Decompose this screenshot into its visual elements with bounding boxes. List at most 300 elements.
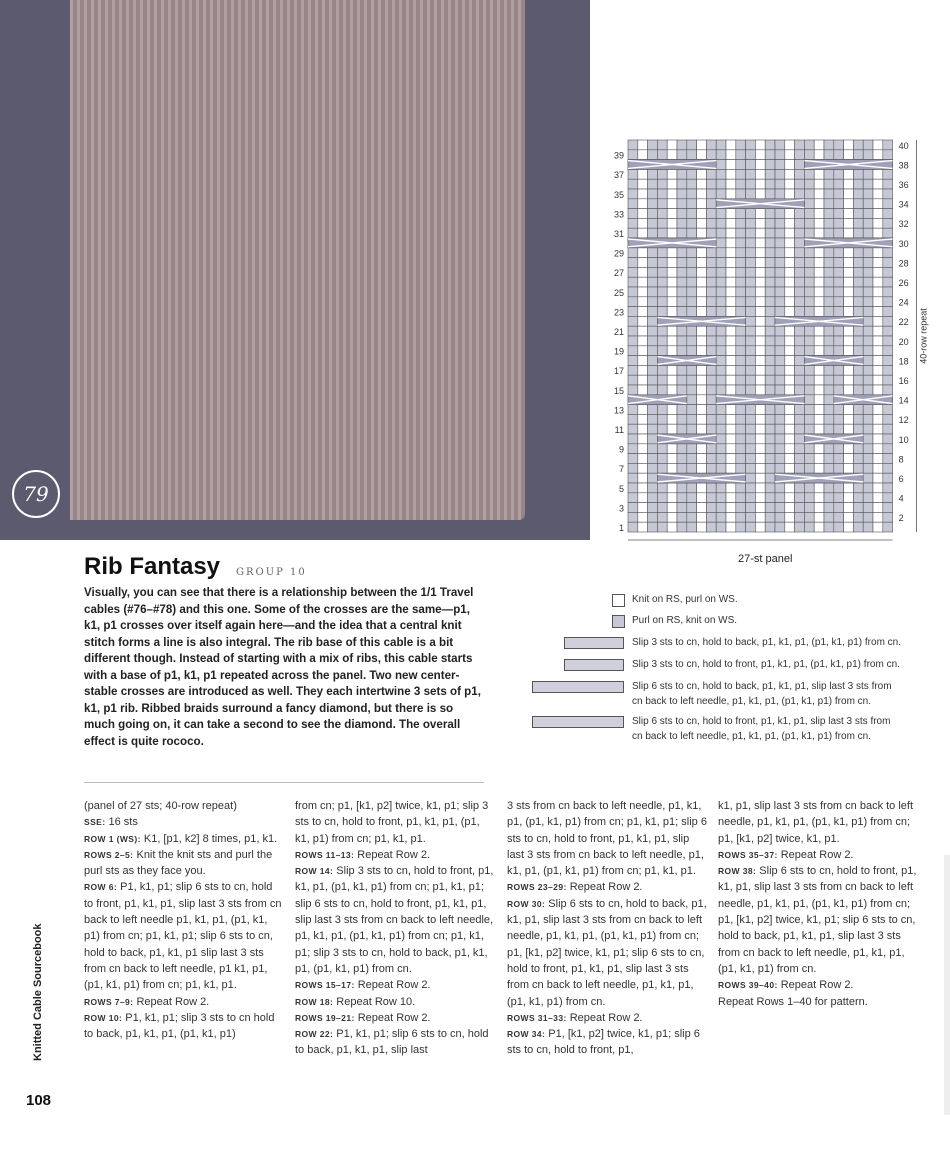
chart-cell [824, 336, 834, 346]
row-number: 7 [618, 464, 624, 475]
chart-cell [657, 336, 667, 346]
chart-cell [648, 316, 658, 326]
chart-cell [726, 218, 736, 228]
chart-cell [873, 267, 883, 277]
chart-cell [687, 248, 697, 258]
row-number: 33 [613, 209, 624, 220]
row-label: ROWS 39–40: [718, 980, 778, 991]
chart-cell [638, 267, 648, 277]
chart-cell [824, 140, 834, 150]
chart-cell [853, 248, 863, 258]
row-number: 9 [618, 444, 624, 455]
chart-cell [824, 395, 834, 405]
chart-cell [775, 365, 785, 375]
chart-cell [648, 297, 658, 307]
chart-cell [697, 326, 707, 336]
chart-cell [795, 287, 805, 297]
chart-cell [785, 248, 795, 258]
chart-cell [844, 140, 854, 150]
chart-cell [716, 307, 726, 317]
chart-cell [853, 483, 863, 493]
chart-cell [697, 512, 707, 522]
chart-cell [638, 503, 648, 513]
row-label: ROWS 35–37: [718, 849, 778, 860]
chart-cell [736, 307, 746, 317]
row-text: 16 sts [105, 816, 138, 829]
chart-cell [765, 346, 775, 356]
chart-cell [814, 395, 824, 405]
chart-cell [804, 424, 814, 434]
chart-cell [736, 522, 746, 532]
chart-cell [873, 444, 883, 454]
chart-cell [736, 209, 746, 219]
chart-cell [804, 179, 814, 189]
chart-cell [746, 336, 756, 346]
chart-cell [677, 522, 687, 532]
chart-cell [775, 483, 785, 493]
chart-cell [726, 454, 736, 464]
chart-cell [795, 267, 805, 277]
row-number: 25 [613, 287, 624, 298]
chart-cell [726, 307, 736, 317]
chart-cell [716, 160, 726, 170]
chart-cell [765, 356, 775, 366]
chart-cell [765, 277, 775, 287]
chart-cell [716, 493, 726, 503]
chart-cell [883, 444, 893, 454]
chart-cell [844, 189, 854, 199]
row-number: 29 [613, 248, 624, 259]
chart-cell [677, 140, 687, 150]
chart-cell [648, 356, 658, 366]
chart-cell [863, 209, 873, 219]
instruction-line [84, 798, 284, 814]
chart-cell [638, 483, 648, 493]
chart-cell [638, 169, 648, 179]
chart-cell [648, 365, 658, 375]
chart-cell [755, 277, 765, 287]
chart-cell [804, 189, 814, 199]
chart-cell [657, 169, 667, 179]
chart-cell [716, 444, 726, 454]
chart-cell [657, 150, 667, 160]
chart-cell [883, 463, 893, 473]
chart-cell [853, 375, 863, 385]
chart-cell [824, 189, 834, 199]
chart-cell [687, 444, 697, 454]
chart-cell [697, 454, 707, 464]
chart-cell [814, 297, 824, 307]
row-label: ROW 14: [295, 866, 334, 877]
chart-cell [755, 356, 765, 366]
chart-cell [628, 483, 638, 493]
chart-cell [677, 307, 687, 317]
chart-cell [697, 297, 707, 307]
chart-cell [824, 179, 834, 189]
chart-cell [726, 365, 736, 375]
chart-cell [697, 346, 707, 356]
chart-cell [706, 277, 716, 287]
chart-cell [667, 209, 677, 219]
chart-cell [844, 493, 854, 503]
chart-cell [706, 493, 716, 503]
chart-cell [863, 150, 873, 160]
chart-cell [736, 228, 746, 238]
chart-cell [726, 385, 736, 395]
chart-cell [687, 424, 697, 434]
pattern-title: Rib Fantasy [84, 553, 221, 580]
chart-cell [657, 218, 667, 228]
chart-cell [736, 493, 746, 503]
instruction-line [507, 798, 707, 879]
chart-cell [648, 248, 658, 258]
chart-cell [628, 267, 638, 277]
row-text: k1, p1, slip last 3 sts from cn back to left needle, p1, k1, p1, (p1, k1, p1) from cn; p1, [k1, p2] twice, k1, p1. [718, 800, 914, 845]
chart-cell [804, 140, 814, 150]
chart-cell [814, 258, 824, 268]
chart-cell [824, 522, 834, 532]
chart-cell [814, 326, 824, 336]
chart-cell [628, 493, 638, 503]
chart-cell [765, 258, 775, 268]
chart-cell [716, 179, 726, 189]
instruction-line [295, 847, 495, 863]
chart-cell [834, 405, 844, 415]
chart-cell [785, 483, 795, 493]
chart-cell [697, 444, 707, 454]
chart-cell [795, 405, 805, 415]
chart-cell [736, 258, 746, 268]
chart-cell [648, 307, 658, 317]
chart-cell [726, 444, 736, 454]
chart-cell [775, 434, 785, 444]
chart-cell [824, 267, 834, 277]
chart-cell [785, 307, 795, 317]
chart-cell [648, 228, 658, 238]
chart-cell [853, 463, 863, 473]
instruction-line [507, 896, 707, 1010]
chart-cell [795, 209, 805, 219]
chart-cell [657, 140, 667, 150]
chart-cell [716, 503, 726, 513]
chart-cell [853, 454, 863, 464]
chart-cell [677, 493, 687, 503]
chart-cell [697, 150, 707, 160]
chart-cell [677, 444, 687, 454]
chart-cell [844, 267, 854, 277]
chart-cell [755, 140, 765, 150]
chart-cell [804, 444, 814, 454]
chart-cell [736, 483, 746, 493]
chart-cell [726, 483, 736, 493]
chart-cell [873, 346, 883, 356]
chart-cell [795, 512, 805, 522]
chart-cell [638, 405, 648, 415]
chart-cell [765, 424, 775, 434]
chart-cell [746, 150, 756, 160]
chart-cell [726, 228, 736, 238]
chart-cell [648, 522, 658, 532]
chart-cell [736, 169, 746, 179]
chart-cell [775, 179, 785, 189]
chart-cell [795, 375, 805, 385]
chart-cell [726, 179, 736, 189]
chart-cell [814, 454, 824, 464]
chart-cell [755, 258, 765, 268]
chart-cell [677, 297, 687, 307]
chart-cell [883, 434, 893, 444]
chart-cell [736, 150, 746, 160]
chart-cell [785, 493, 795, 503]
chart-cell [697, 287, 707, 297]
chart-cell [716, 346, 726, 356]
chart-cell [795, 336, 805, 346]
chart-cell [814, 199, 824, 209]
chart-cell [844, 277, 854, 287]
chart-cell [804, 297, 814, 307]
cable-6-back-symbol [532, 681, 624, 693]
chart-cell [804, 258, 814, 268]
chart-cell [824, 463, 834, 473]
chart-cell [755, 522, 765, 532]
chart-cell [746, 356, 756, 366]
instructions-column-4 [718, 798, 918, 1010]
chart-cell [883, 267, 893, 277]
chart-cell [863, 483, 873, 493]
chart-cell [657, 522, 667, 532]
chart-cell [648, 140, 658, 150]
chart-cell [706, 503, 716, 513]
chart-cell [677, 150, 687, 160]
chart-cell [863, 189, 873, 199]
chart-cell [795, 150, 805, 160]
chart-cell [726, 287, 736, 297]
chart-cell [687, 258, 697, 268]
chart-cell [628, 199, 638, 209]
row-number: 37 [613, 170, 624, 181]
chart-cell [834, 424, 844, 434]
chart-cell [785, 375, 795, 385]
chart-cell [844, 346, 854, 356]
chart-cell [648, 385, 658, 395]
row-number: 13 [613, 405, 624, 416]
chart-cell [687, 375, 697, 385]
chart-cell [873, 473, 883, 483]
chart-cell [736, 297, 746, 307]
chart-cell [628, 336, 638, 346]
chart-cell [775, 277, 785, 287]
chart-cell [834, 463, 844, 473]
chart-cell [853, 150, 863, 160]
chart-cell [755, 150, 765, 160]
chart-cell [755, 336, 765, 346]
chart-cell [824, 258, 834, 268]
chart-cell [687, 522, 697, 532]
chart-cell [853, 503, 863, 513]
chart-cell [628, 140, 638, 150]
chart-cell [736, 179, 746, 189]
chart-cell [863, 512, 873, 522]
instruction-line [507, 1026, 707, 1059]
row-number: 4 [898, 493, 904, 504]
chart-cell [814, 375, 824, 385]
chart-cell [677, 228, 687, 238]
chart-cell [736, 267, 746, 277]
chart-cell [775, 307, 785, 317]
chart-cell [726, 522, 736, 532]
chart-cell [765, 169, 775, 179]
chart-cell [677, 199, 687, 209]
chart-cell [755, 248, 765, 258]
chart-cell [677, 483, 687, 493]
row-text: Slip 6 sts to cn, hold to back, p1, k1, p1, slip last 3 sts from cn back to left needle, p1, k1, p1, (p1, k1, p1) from cn; p1, [k1, p2] twice, k1, p1; slip 6 sts to cn, hold to front, p1, k1, p1, slip last 3 sts from cn back to left needle, p1, k1, p1, (p1, k1, p1) from cn. [507, 897, 707, 1008]
row-number: 35 [613, 189, 624, 200]
row-number: 40 [898, 140, 909, 151]
chart-cell [873, 150, 883, 160]
chart-cell [775, 238, 785, 248]
chart-cell [648, 150, 658, 160]
row-number: 22 [898, 317, 909, 328]
row-number: 16 [898, 376, 909, 386]
chart-cell [667, 326, 677, 336]
chart-cell [697, 522, 707, 532]
chart-cell [648, 512, 658, 522]
chart-cell [746, 454, 756, 464]
chart-cell [765, 434, 775, 444]
chart-cell [657, 258, 667, 268]
chart-cell [804, 405, 814, 415]
chart-cell [863, 356, 873, 366]
chart-cell [765, 209, 775, 219]
chart-cell [765, 483, 775, 493]
chart-cell [736, 346, 746, 356]
cable-3-front-symbol [564, 659, 624, 671]
chart-cell [804, 454, 814, 464]
chart-cell [706, 267, 716, 277]
chart-cell [795, 218, 805, 228]
row-number: 28 [898, 258, 909, 269]
chart-cell [638, 150, 648, 160]
chart-cell [726, 503, 736, 513]
chart-cell [667, 169, 677, 179]
chart-cell [736, 356, 746, 366]
row-label: ROWS 2–5: [84, 849, 134, 860]
instructions-column-3 [507, 798, 707, 1059]
chart-cell [667, 405, 677, 415]
chart-cell [873, 218, 883, 228]
chart-cell [716, 463, 726, 473]
chart-cell [883, 414, 893, 424]
chart-cell [628, 365, 638, 375]
chart-cell [824, 503, 834, 513]
row-number: 34 [898, 199, 909, 210]
chart-cell [657, 444, 667, 454]
chart-cell [638, 140, 648, 150]
chart-cell [883, 483, 893, 493]
chart-cell [677, 512, 687, 522]
chart-cell [638, 356, 648, 366]
chart-cell [657, 277, 667, 287]
chart-cell [844, 512, 854, 522]
chart-cell [863, 169, 873, 179]
chart-cell [775, 454, 785, 464]
chart-cell [863, 463, 873, 473]
chart-cell [716, 405, 726, 415]
chart-cell [677, 346, 687, 356]
chart-cell [706, 424, 716, 434]
chart-cell [706, 287, 716, 297]
chart-cell [706, 463, 716, 473]
chart-cell [648, 267, 658, 277]
chart-cell [667, 483, 677, 493]
instruction-line [84, 847, 284, 880]
chart-cell [765, 444, 775, 454]
chart-cell [834, 414, 844, 424]
row-number: 32 [898, 219, 909, 230]
chart-cell [657, 179, 667, 189]
chart-cell [804, 463, 814, 473]
chart-cell [697, 248, 707, 258]
chart-cell [648, 405, 658, 415]
chart-cell [804, 218, 814, 228]
row-text: Repeat Row 2. [354, 979, 431, 992]
chart-cell [785, 209, 795, 219]
instruction-line [295, 994, 495, 1010]
row-text: Repeat Row 2. [133, 995, 210, 1008]
chart-cell [687, 483, 697, 493]
chart-cell [638, 336, 648, 346]
chart-cell [706, 199, 716, 209]
row-text: (panel of 27 sts; 40-row repeat) [84, 800, 237, 812]
chart-cell [873, 424, 883, 434]
chart-cell [765, 267, 775, 277]
chart-cell [687, 189, 697, 199]
chart-cell [785, 326, 795, 336]
row-number: 19 [613, 346, 624, 357]
chart-cell [687, 297, 697, 307]
chart-cell [844, 199, 854, 209]
chart-cell [873, 199, 883, 209]
chart-cell [716, 169, 726, 179]
chart-cell [638, 424, 648, 434]
chart-cell [824, 209, 834, 219]
chart-cell [667, 512, 677, 522]
chart-cell [657, 209, 667, 219]
chart-cell [824, 424, 834, 434]
chart-cell [716, 297, 726, 307]
chart-cell [667, 414, 677, 424]
chart-cell [726, 414, 736, 424]
chart-cell [863, 277, 873, 287]
chart-cell [716, 512, 726, 522]
instructions-column-2 [295, 798, 495, 1059]
chart-cell [716, 336, 726, 346]
chart-cell [834, 258, 844, 268]
chart-cell [628, 316, 638, 326]
chart-cell [628, 326, 638, 336]
chart-cell [873, 454, 883, 464]
chart-cell [667, 444, 677, 454]
chart-cell [638, 218, 648, 228]
row-label: ROWS 7–9: [84, 996, 134, 1007]
chart-cell [863, 218, 873, 228]
chart-cell [853, 209, 863, 219]
chart-cell [883, 473, 893, 483]
chart-cell [853, 493, 863, 503]
chart-cell [657, 463, 667, 473]
chart-cell [775, 493, 785, 503]
chart-cell [736, 512, 746, 522]
